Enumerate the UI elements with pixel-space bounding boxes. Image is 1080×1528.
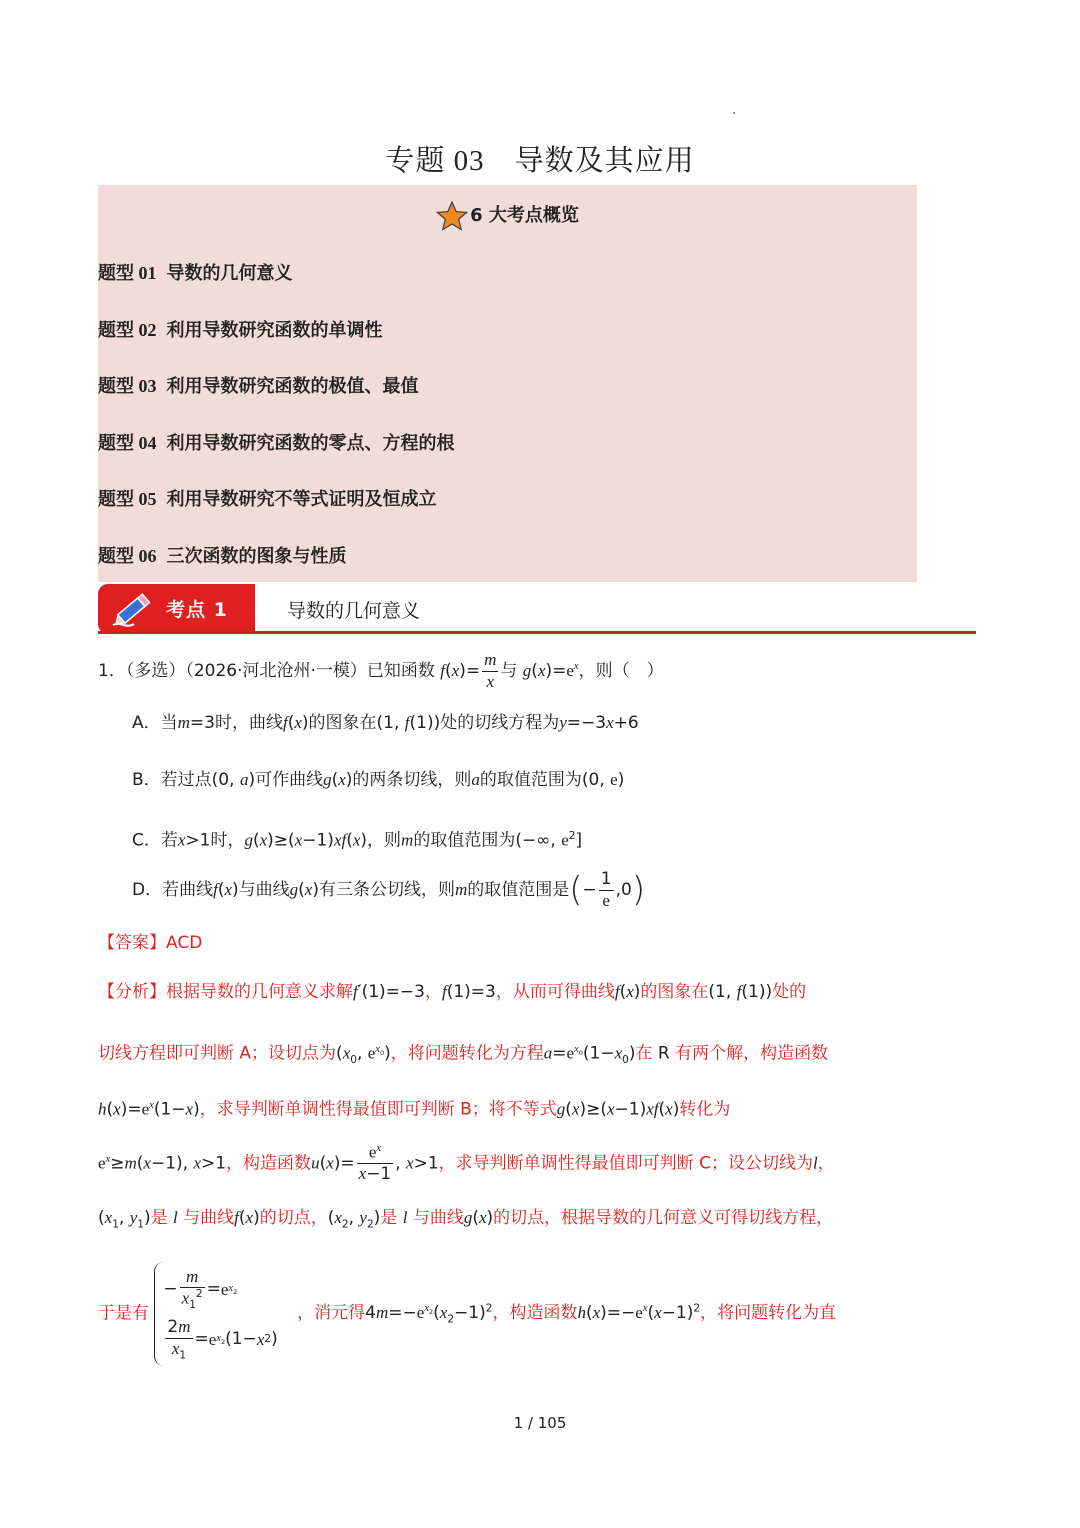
- section-title: 导数的几何意义: [287, 600, 421, 622]
- type-item-04: 题型 04 利用导数研究函数的零点、方程的根: [98, 433, 455, 454]
- answer-value: ACD: [166, 933, 203, 953]
- title-number: 专题 03: [385, 145, 485, 177]
- option-a: A．当m=3时，曲线f(x)的图象在(1, f(1))处的切线方程为y=−3x+6: [132, 713, 639, 733]
- answer-label: 【答案】: [98, 933, 166, 953]
- analysis-line-5: ($x_1$, $y_1$)是 l 与曲线f(x)的切点，($x_2$, $y_2$)是 l 与曲线g(x)的切点，根据导数的几何意义可得切线方程，: [98, 1208, 834, 1231]
- overview-header-text: 6 大考点概览: [470, 205, 579, 226]
- section-rule: [98, 631, 976, 634]
- page-title: [0, 138, 1080, 179]
- analysis-line-4: $e^x\ge m(x-1)$, x>1，构造函数u(x)= $\frac{e^x}{x-1}$ , x>1，求导判断单调性得最值即可判断 C；设公切线为l，: [98, 1142, 835, 1185]
- option-b: B．若过点(0, a)可作曲线g(x)的两条切线，则a的取值范围为(0, e): [132, 770, 625, 790]
- type-item-02: 题型 02 利用导数研究函数的单调性: [98, 320, 383, 341]
- analysis-line-6: 于是有 − $\frac{m}{x_1^2}$ = e $x_2$ $\frac{2m}{x_1}$ = e $x_2$ (1− x 2 ) ，消元得$4m=-e^{x_2}(x_2-1)^2$，构造函数$h(x)=-e^x(x-1)^2$，将问题转化为直: [98, 1262, 836, 1366]
- title-text: 导数及其应用: [514, 143, 695, 177]
- question-stem: 1．（多选）（2026·河北沧州·一模）已知函数 f(x)= $\frac{m}{x}$ 与 $g(x)=e^x$，则（ ）: [98, 650, 664, 691]
- type-item-03: 题型 03 利用导数研究函数的极值、最值: [98, 376, 419, 397]
- type-item-05: 题型 05 利用导数研究不等式证明及恒成立: [98, 489, 437, 510]
- section-badge-text: 考点 1: [166, 599, 228, 621]
- overview-header: [98, 201, 917, 231]
- equation-system: − $\frac{m}{x_1^2}$ = e $x_2$ $\frac{2m}{x_1}$ = e $x_2$ (1− x 2 ): [154, 1262, 283, 1366]
- pencil-icon: [110, 587, 158, 631]
- analysis-line-1: 【分析】根据导数的几何意义求解f′(1)=−3，f(1)=3，从而可得曲线f(x)的图象在(1, f(1))处的: [98, 982, 807, 1002]
- answer: [98, 930, 202, 956]
- option-c: C．若x>1时，g(x)≥(x−1)xf(x)，则m的取值范围为(−∞, $e^2$]: [132, 830, 583, 851]
- option-d: D．若曲线f(x)与曲线g(x)有三条公切线，则m的取值范围是(− $\frac{1}{e}$ ,0): [132, 869, 646, 911]
- section-badge: [98, 584, 255, 634]
- type-item-01: 题型 01 导数的几何意义: [98, 263, 293, 284]
- type-item-06: 题型 06 三次函数的图象与性质: [98, 546, 347, 567]
- star-icon: [436, 201, 468, 231]
- stray-dot: [733, 112, 735, 114]
- page-number: 1 / 105: [513, 1414, 567, 1432]
- analysis-line-3: $h(x)=e^x(1-x)$，求导判断单调性得最值即可判断 B；将不等式g(x)≥(x−1)xf(x)转化为: [98, 1099, 731, 1120]
- analysis-label: 【分析】: [98, 982, 166, 1002]
- analysis-line-2: 切线方程即可判断 A；设切点为($x_0$, $e^{x_0}$)，将问题转化为方程$a=e^{x_0}(1-x_0)$在 R 有两个解，构造函数: [98, 1043, 829, 1067]
- overview-box: [98, 185, 917, 582]
